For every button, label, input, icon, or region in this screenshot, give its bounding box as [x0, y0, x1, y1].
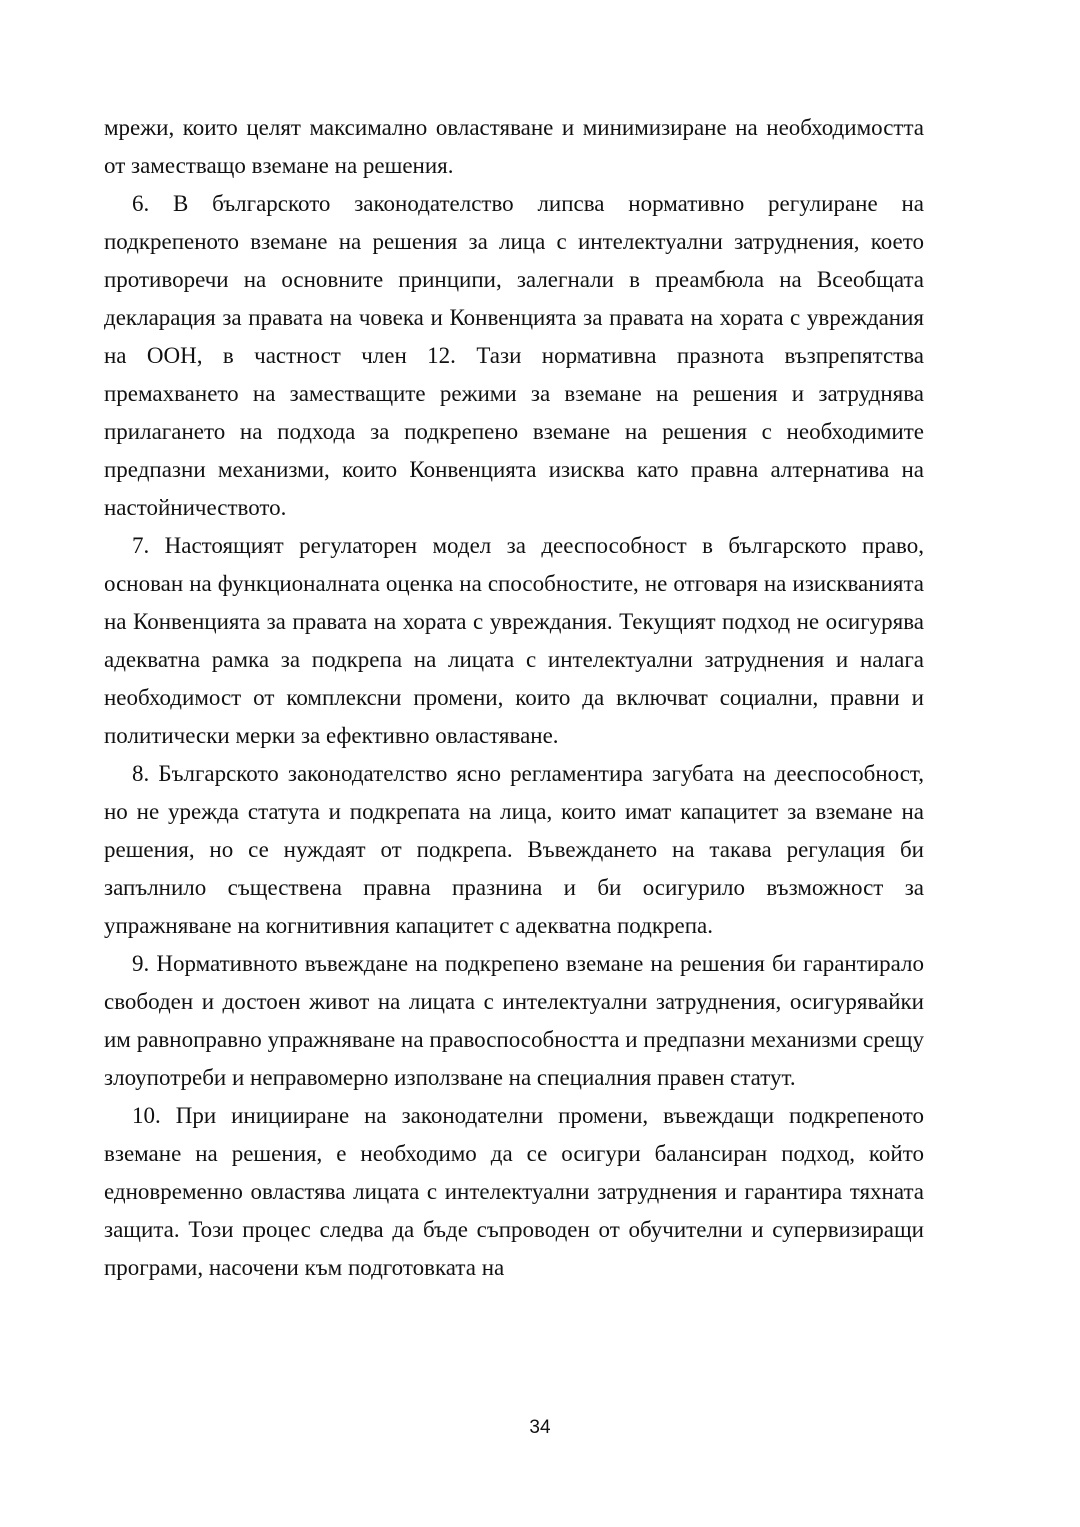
body-text: [104, 109, 924, 1287]
paragraph-item-8: 8. Българското законодателство ясно регламентира загубата на дееспособност, но не урежда статута и подкрепата на лица, които имат капацитет за вземане на решения, но се нуждаят от подкрепа. Въвеждането на такава регулация би запълнило съществена правна празнина и би осигурило възможност за упражняване на когнитивния капацитет с адекватна подкрепа.: [104, 761, 924, 938]
page-number: 34: [529, 1417, 551, 1438]
paragraph-item-7: 7. Настоящият регулаторен модел за дееспособност в българското право, основан на функционалната оценка на способностите, не отговаря на изискванията на Конвенцията за правата на хората с увреждания. Текущият подход не осигурява адекватна рамка за подкрепа на лицата с интелектуални затруднения и налага необходимост от комплексни промени, които да включват социални, правни и политически мерки за ефективно овластяване.: [104, 533, 924, 748]
paragraph-continuation: мрежи, които целят максимално овластяване и минимизиране на необходимостта от заместващо вземане на решения.: [104, 115, 924, 178]
paragraph-item-6: 6. В българското законодателство липсва нормативно регулиране на подкрепеното вземане на решения за лица с интелектуални затруднения, което противоречи на основните принципи, залегнали в преамбюла на Всеобщата декларация за правата на човека и Конвенцията за правата на хората с увреждания на ООН, в частност член 12. Тази нормативна празнота възпрепятства премахването на заместващите режими за вземане на решения и затруднява прилагането на подхода за подкрепено вземане на решения с необходимите предпазни механизми, които Конвенцията изисква като правна алтернатива на настойничеството.: [104, 191, 924, 520]
paragraph-item-10: 10. При иницииране на законодателни промени, въвеждащи подкрепеното вземане на решения, е необходимо да се осигури балансиран подход, който едновременно овластява лицата с интелектуални затруднения и гарантира тяхната защита. Този процес следва да бъде съпроводен от обучителни и супервизиращи програми, насочени към подготовката на: [104, 1103, 924, 1280]
paragraph-item-9: 9. Нормативното въвеждане на подкрепено вземане на решения би гарантирало свободен и достоен живот на лицата с интелектуални затруднения, осигурявайки им равноправно упражняване на правоспособността и предпазни механизми срещу злоупотреби и неправомерно използване на специалния правен статут.: [104, 951, 924, 1090]
